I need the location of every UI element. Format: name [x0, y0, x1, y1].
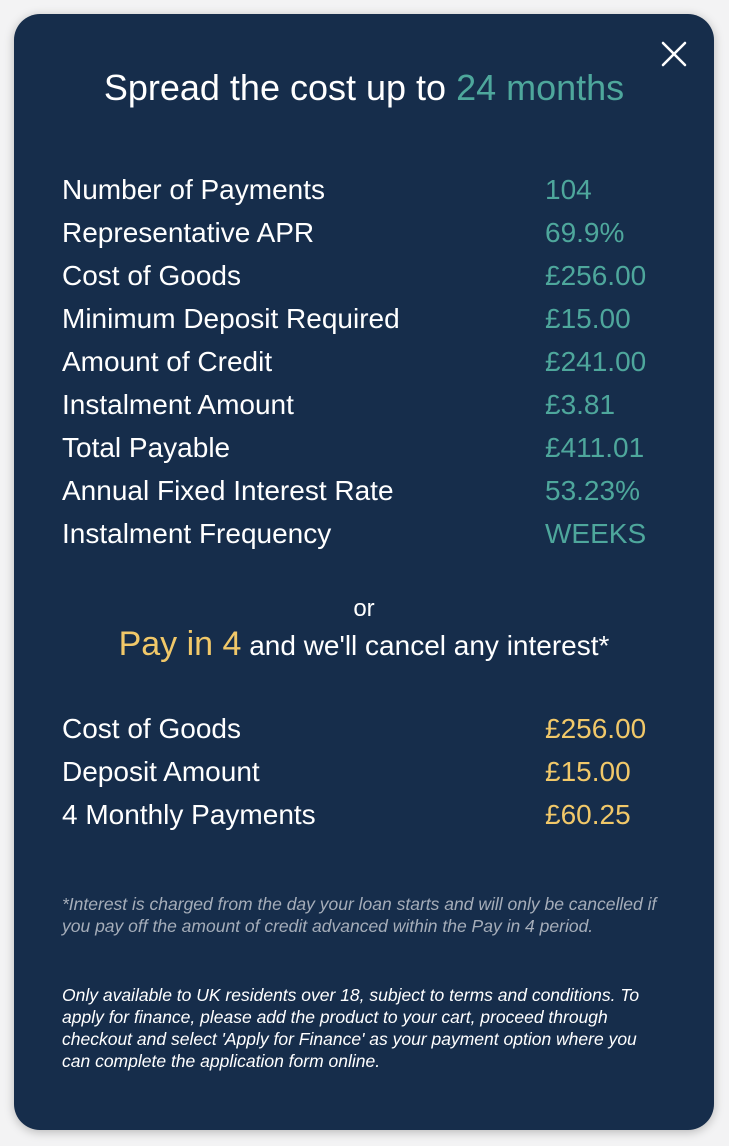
row-label: Minimum Deposit Required — [62, 303, 400, 334]
pay-in-4-heading — [14, 620, 714, 675]
row-label: Deposit Amount — [62, 756, 260, 787]
row-label: 4 Monthly Payments — [62, 799, 316, 830]
finance-row-instalment-frequency — [62, 512, 682, 555]
row-label: Annual Fixed Interest Rate — [62, 475, 394, 506]
pay-in-4-table — [62, 707, 682, 836]
row-label: Total Payable — [62, 432, 231, 463]
finance-modal — [14, 14, 714, 1130]
finance-row-instalment-amount — [62, 383, 682, 426]
finance-row-total-payable — [62, 426, 682, 469]
finance-details-table — [62, 168, 682, 555]
row-label: Amount of Credit — [62, 346, 273, 377]
row-value: £15.00 — [545, 756, 631, 787]
row-value: £241.00 — [545, 346, 647, 377]
finance-row-annual-interest-rate — [62, 469, 682, 512]
finance-row-number-of-payments — [62, 168, 682, 211]
row-value: £3.81 — [545, 389, 616, 420]
finance-row-minimum-deposit — [62, 297, 682, 340]
interest-footnote: *Interest is charged from the day your loan starts and will only be cancelled if you pay off the amount of credit advanced within the Pay in 4 period. — [62, 894, 657, 936]
row-label: Instalment Frequency — [62, 518, 332, 549]
row-label: Cost of Goods — [62, 713, 241, 744]
or-separator: or — [353, 595, 375, 622]
modal-title — [14, 64, 714, 112]
title-months-highlight: 24 months — [456, 67, 625, 108]
row-value: £411.01 — [545, 432, 645, 463]
finance-row-cost-of-goods — [62, 254, 682, 297]
pay-in-4-row-deposit-amount — [62, 750, 682, 793]
pay-in-4-row-cost-of-goods — [62, 707, 682, 750]
pay-in-4-row-monthly-payments — [62, 793, 682, 836]
row-value: 53.23% — [545, 475, 640, 506]
row-value: £256.00 — [545, 260, 647, 291]
title-prefix: Spread the cost up to — [103, 67, 457, 108]
row-value: 69.9% — [545, 217, 625, 248]
row-label: Representative APR — [62, 217, 315, 248]
finance-row-amount-of-credit — [62, 340, 682, 383]
pay-in-4-highlight: Pay in 4 — [118, 625, 242, 663]
row-label: Number of Payments — [62, 174, 325, 205]
row-label: Instalment Amount — [62, 389, 294, 420]
row-value: £60.25 — [545, 799, 631, 830]
finance-row-representative-apr — [62, 211, 682, 254]
row-value: £256.00 — [545, 713, 647, 744]
row-value: £15.00 — [545, 303, 631, 334]
pay-in-4-heading-rest: and we'll cancel any interest* — [241, 630, 610, 661]
row-value: 104 — [545, 174, 592, 205]
row-value: WEEKS — [545, 518, 647, 549]
eligibility-footnote: Only available to UK residents over 18, subject to terms and conditions. To apply for finance, please add the product to your cart, proceed through checkout and select 'Apply for Finance' as your payment option where you can complete the application form online. — [62, 985, 640, 1071]
row-label: Cost of Goods — [62, 260, 241, 291]
